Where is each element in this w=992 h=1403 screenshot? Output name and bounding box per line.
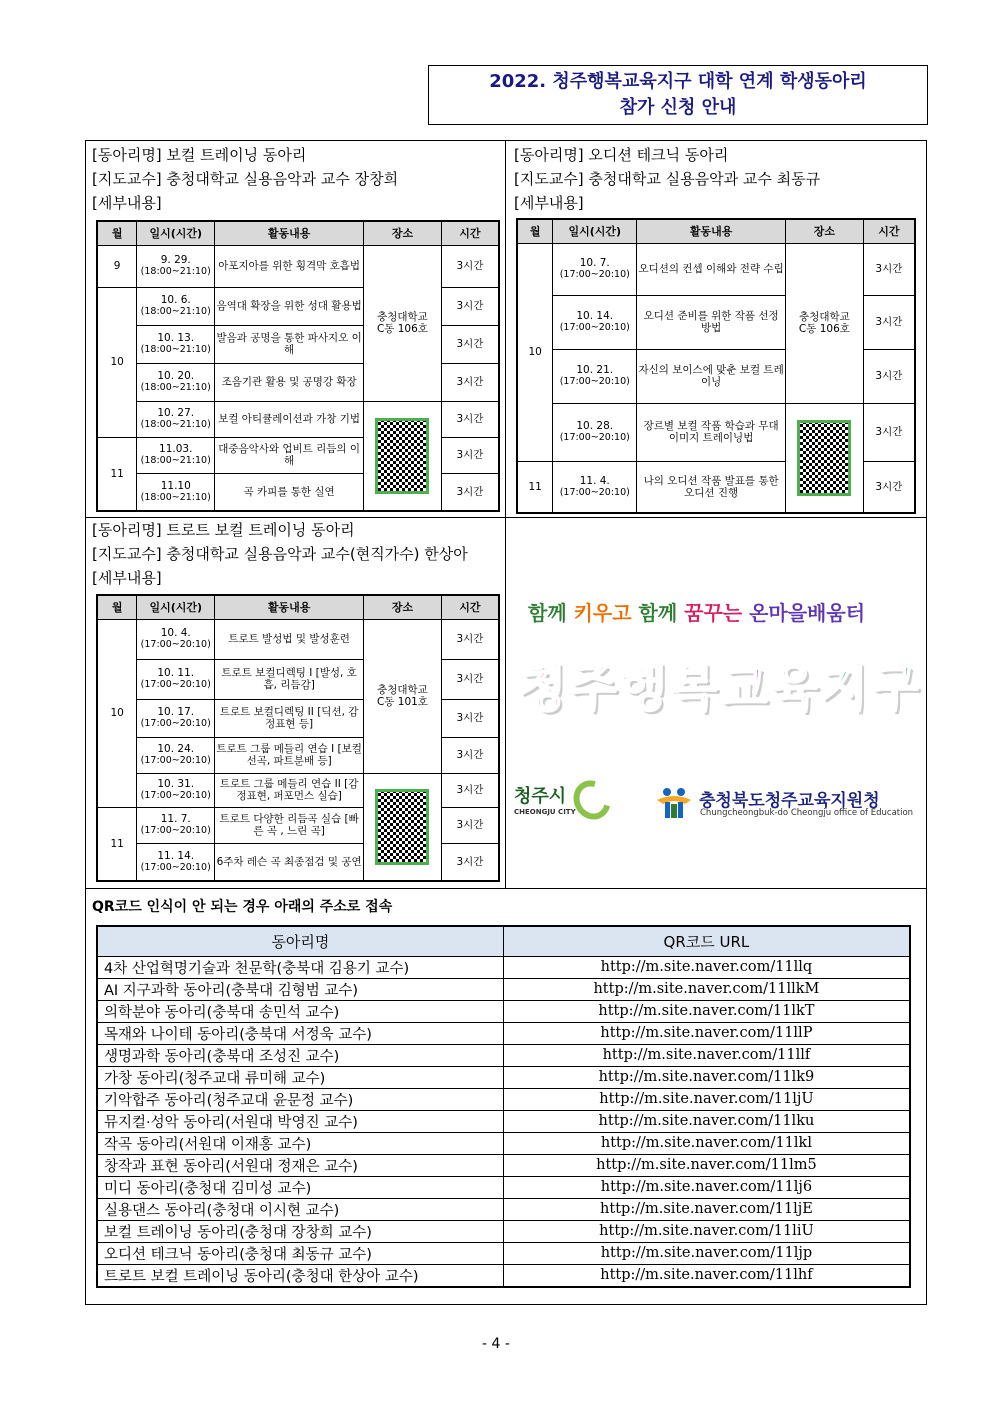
activity-cell: 음역대 확장을 위한 성대 활용법 — [215, 287, 364, 325]
hours-cell: 3시간 — [441, 807, 499, 843]
url-col-url: QR코드 URL — [503, 926, 910, 956]
table-row — [97, 1000, 910, 1022]
activity-cell: 곡 카피를 통한 실연 — [215, 473, 364, 511]
club3-schedule-table — [96, 594, 500, 882]
month-cell: 11 — [97, 807, 137, 881]
date-cell: 10. 17. (17:00~20:10) — [137, 699, 215, 737]
col-datetime: 일시(시간) — [137, 595, 215, 619]
date-cell: 11. 7. (17:00~20:10) — [137, 807, 215, 843]
col-activity: 활동내용 — [215, 221, 364, 245]
activity-cell: 대중음악사와 업비트 리듬의 이해 — [215, 437, 364, 473]
club3-advisor: [지도교수] 충청대학교 실용음악과 교수(현직가수) 한상아 — [92, 545, 468, 563]
date-cell: 10. 20. (18:00~21:10) — [137, 363, 215, 401]
activity-cell: 트로트 보컬디렉팅 II [딕션, 감정표현 등] — [215, 699, 364, 737]
hours-cell: 3시간 — [441, 363, 499, 401]
club-name-cell: 트로트 보컬 트레이닝 동아리(충청대 한상아 교수) — [97, 1264, 503, 1287]
club-name-cell: 작곡 동아리(서원대 이재홍 교수) — [97, 1132, 503, 1154]
table-row — [97, 1044, 910, 1066]
city-sub: CHEONGJU CITY — [514, 808, 576, 816]
club-name-cell: 4차 산업혁명기술과 천문학(충북대 김용기 교수) — [97, 956, 503, 978]
hours-cell: 3시간 — [441, 437, 499, 473]
col-hours: 시간 — [441, 595, 499, 619]
club-name-cell: 가창 동아리(청주교대 류미해 교수) — [97, 1066, 503, 1088]
city-name: 청주시 — [514, 786, 567, 807]
place-cell: 충청대학교 C동 106호 — [786, 243, 864, 403]
col-datetime: 일시(시간) — [553, 219, 637, 243]
date-cell: 11. 4. (17:00~20:10) — [553, 461, 637, 513]
activity-cell: 오디션의 컨셉 이해와 전략 수립 — [637, 243, 786, 295]
district-logo-title: 청주행복교육지구 — [518, 659, 921, 717]
month-cell: 11 — [517, 461, 553, 513]
education-office-name: 충청북도청주교육지원청 — [699, 791, 880, 811]
date-cell: 11.10 (18:00~21:10) — [137, 473, 215, 511]
month-cell: 10 — [517, 243, 553, 461]
url-link[interactable]: http://m.site.naver.com/11llf — [503, 1044, 910, 1066]
activity-cell: 오디션 준비를 위한 작품 선정 방법 — [637, 295, 786, 349]
activity-cell: 자신의 보이스에 맞춘 보컬 트레이닝 — [637, 349, 786, 403]
col-month: 월 — [97, 221, 137, 245]
club-name-cell: 창작과 표현 동아리(서원대 정재은 교수) — [97, 1154, 503, 1176]
activity-cell: 트로트 그룹 메들리 연습 I [보컬선곡, 파트분배 등] — [215, 737, 364, 773]
activity-cell: 트로트 보컬디렉팅 I [발성, 호흡, 리듬감] — [215, 659, 364, 699]
activity-cell: 보컬 아티큘레이션과 가창 기법 — [215, 401, 364, 437]
date-cell: 10. 27. (18:00~21:10) — [137, 401, 215, 437]
club-name-cell: 목재와 나이테 동아리(충북대 서정욱 교수) — [97, 1022, 503, 1044]
document-title — [428, 65, 928, 125]
hours-cell: 3시간 — [441, 737, 499, 773]
table-row — [97, 1110, 910, 1132]
col-month: 월 — [97, 595, 137, 619]
url-link[interactable]: http://m.site.naver.com/11lkT — [503, 1000, 910, 1022]
hours-cell: 3시간 — [441, 473, 499, 511]
month-cell: 11 — [97, 437, 137, 511]
club1-advisor: [지도교수] 충청대학교 실용음악과 교수 장창희 — [92, 170, 399, 188]
club-name-cell: 생명과학 동아리(충북대 조성진 교수) — [97, 1044, 503, 1066]
date-cell: 11. 14. (17:00~20:10) — [137, 843, 215, 881]
qr-code-cell[interactable] — [786, 403, 864, 513]
col-activity: 활동내용 — [637, 219, 786, 243]
qr-code-icon[interactable] — [375, 418, 429, 494]
url-link[interactable]: http://m.site.naver.com/11llP — [503, 1022, 910, 1044]
url-link[interactable]: http://m.site.naver.com/11lhf — [503, 1264, 910, 1287]
title-line-2: 참가 신청 안내 — [619, 97, 737, 118]
club-name-cell: 오디션 테크닉 동아리(충청대 최동규 교수) — [97, 1242, 503, 1264]
date-cell: 11.03. (18:00~21:10) — [137, 437, 215, 473]
table-row — [97, 1220, 910, 1242]
hours-cell: 3시간 — [441, 287, 499, 325]
col-month: 월 — [517, 219, 553, 243]
date-cell: 10. 11. (17:00~20:10) — [137, 659, 215, 699]
qr-code-icon[interactable] — [375, 789, 429, 865]
hours-cell: 3시간 — [441, 843, 499, 881]
activity-cell: 나의 오디션 작품 발표를 통한 오디션 진행 — [637, 461, 786, 513]
table-row — [97, 1264, 910, 1287]
table-row — [97, 1088, 910, 1110]
club2-schedule-table — [516, 218, 916, 514]
table-row — [97, 1132, 910, 1154]
activity-cell: 장르별 보컬 작품 학습과 무대 이미지 트레이닝법 — [637, 403, 786, 461]
hours-cell: 3시간 — [863, 243, 915, 295]
club3-name: [동아리명] 트로트 보컬 트레이닝 동아리 — [92, 521, 355, 539]
date-cell: 10. 31. (17:00~20:10) — [137, 773, 215, 807]
club-name-cell: 뮤지컬·성악 동아리(서원대 박영진 교수) — [97, 1110, 503, 1132]
date-cell: 9. 29. (18:00~21:10) — [137, 245, 215, 287]
club1-name: [동아리명] 보컬 트레이닝 동아리 — [92, 146, 307, 164]
month-cell: 10 — [97, 619, 137, 807]
hours-cell: 3시간 — [441, 325, 499, 363]
date-cell: 10. 28. (17:00~20:10) — [553, 403, 637, 461]
qr-code-cell[interactable] — [364, 773, 442, 881]
month-cell: 9 — [97, 245, 137, 287]
club3-detail-label: [세부내용] — [92, 569, 162, 587]
slogan: 함께 키우고 함께 꿈꾸는 온마을배움터 — [528, 601, 866, 625]
hours-cell: 3시간 — [441, 659, 499, 699]
qr-note: QR코드 인식이 안 되는 경우 아래의 주소로 접속 — [92, 899, 393, 915]
title-line-1: 2022. 청주행복교육지구 대학 연계 학생동아리 — [489, 71, 867, 92]
table-row — [97, 1198, 910, 1220]
date-cell: 10. 6. (18:00~21:10) — [137, 287, 215, 325]
place-cell: 충청대학교 C동 101호 — [364, 619, 442, 773]
activity-cell: 아포지아를 위한 횡격막 호흡법 — [215, 245, 364, 287]
table-row — [97, 1242, 910, 1264]
date-cell: 10. 4. (17:00~20:10) — [137, 619, 215, 659]
table-row — [97, 1154, 910, 1176]
date-cell: 10. 13. (18:00~21:10) — [137, 325, 215, 363]
activity-cell: 트로트 다양한 리듬곡 실습 [빠른 곡 , 느린 곡] — [215, 807, 364, 843]
activity-cell: 트로트 발성법 및 발성훈련 — [215, 619, 364, 659]
date-cell: 10. 7. (17:00~20:10) — [553, 243, 637, 295]
qr-code-cell[interactable] — [364, 401, 442, 511]
col-place: 장소 — [364, 595, 442, 619]
url-link[interactable]: http://m.site.naver.com/11llkM — [503, 978, 910, 1000]
url-link[interactable]: http://m.site.naver.com/11llq — [503, 956, 910, 978]
date-cell: 10. 14. (17:00~20:10) — [553, 295, 637, 349]
club2-advisor: [지도교수] 충청대학교 실용음악과 교수 최동규 — [514, 170, 821, 188]
activity-cell: 조음기관 활용 및 공명강 확장 — [215, 363, 364, 401]
hours-cell: 3시간 — [863, 295, 915, 349]
club-name-cell: 보컬 트레이닝 동아리(충청대 장창희 교수) — [97, 1220, 503, 1242]
hours-cell: 3시간 — [441, 245, 499, 287]
hours-cell: 3시간 — [863, 461, 915, 513]
url-table — [96, 925, 911, 1288]
table-row — [97, 1066, 910, 1088]
date-cell: 10. 24. (17:00~20:10) — [137, 737, 215, 773]
club2-detail-label: [세부내용] — [514, 194, 584, 212]
col-datetime: 일시(시간) — [137, 221, 215, 245]
hours-cell: 3시간 — [863, 349, 915, 403]
url-link[interactable]: http://m.site.naver.com/11lj6 — [503, 1176, 910, 1198]
club2-name: [동아리명] 오디션 테크닉 동아리 — [514, 146, 729, 164]
url-link[interactable]: http://m.site.naver.com/11lk9 — [503, 1066, 910, 1088]
club-name-cell: 기악합주 동아리(청주교대 윤문정 교수) — [97, 1088, 503, 1110]
url-link[interactable]: http://m.site.naver.com/11ljU — [503, 1088, 910, 1110]
club-name-cell: 미디 동아리(충청대 김미성 교수) — [97, 1176, 503, 1198]
activity-cell: 트로트 그룹 메들리 연습 II [감정표현, 퍼포먼스 실습] — [215, 773, 364, 807]
activity-cell: 6주차 레슨 곡 최종점검 및 공연 — [215, 843, 364, 881]
url-link[interactable]: http://m.site.naver.com/11ljp — [503, 1242, 910, 1264]
club1-schedule-table — [96, 220, 500, 512]
qr-code-icon[interactable] — [797, 420, 851, 496]
hours-cell: 3시간 — [441, 699, 499, 737]
col-place: 장소 — [786, 219, 864, 243]
club1-detail-label: [세부내용] — [92, 194, 162, 212]
url-link[interactable]: http://m.site.naver.com/11lkl — [503, 1132, 910, 1154]
url-link[interactable]: http://m.site.naver.com/11lku — [503, 1110, 910, 1132]
club-name-cell: 실용댄스 동아리(충청대 이시현 교수) — [97, 1198, 503, 1220]
hours-cell: 3시간 — [863, 403, 915, 461]
cheongju-city-logo — [514, 782, 576, 816]
hours-cell: 3시간 — [441, 773, 499, 807]
place-cell: 충청대학교 C동 106호 — [364, 245, 442, 401]
education-emblem-icon — [655, 786, 693, 820]
col-place: 장소 — [364, 221, 442, 245]
col-activity: 활동내용 — [215, 595, 364, 619]
activity-cell: 발음과 공명을 통한 파사지오 이해 — [215, 325, 364, 363]
hours-cell: 3시간 — [441, 401, 499, 437]
date-cell: 10. 21. (17:00~20:10) — [553, 349, 637, 403]
table-row — [97, 1176, 910, 1198]
club-name-cell: 의학분야 동아리(충북대 송민석 교수) — [97, 1000, 503, 1022]
col-hours: 시간 — [441, 221, 499, 245]
month-cell: 10 — [97, 287, 137, 437]
club-name-cell: AI 지구과학 동아리(충북대 김형범 교수) — [97, 978, 503, 1000]
table-row — [97, 978, 910, 1000]
url-link[interactable]: http://m.site.naver.com/11liU — [503, 1220, 910, 1242]
url-link[interactable]: http://m.site.naver.com/11ljE — [503, 1198, 910, 1220]
education-office-sub: Chungcheongbuk-do Cheongju office of Education — [700, 808, 914, 818]
table-row — [97, 1022, 910, 1044]
hours-cell: 3시간 — [441, 619, 499, 659]
url-link[interactable]: http://m.site.naver.com/11lm5 — [503, 1154, 910, 1176]
url-col-club: 동아리명 — [97, 926, 503, 956]
col-hours: 시간 — [863, 219, 915, 243]
page-number: - 4 - — [482, 1336, 510, 1352]
table-row — [97, 956, 910, 978]
